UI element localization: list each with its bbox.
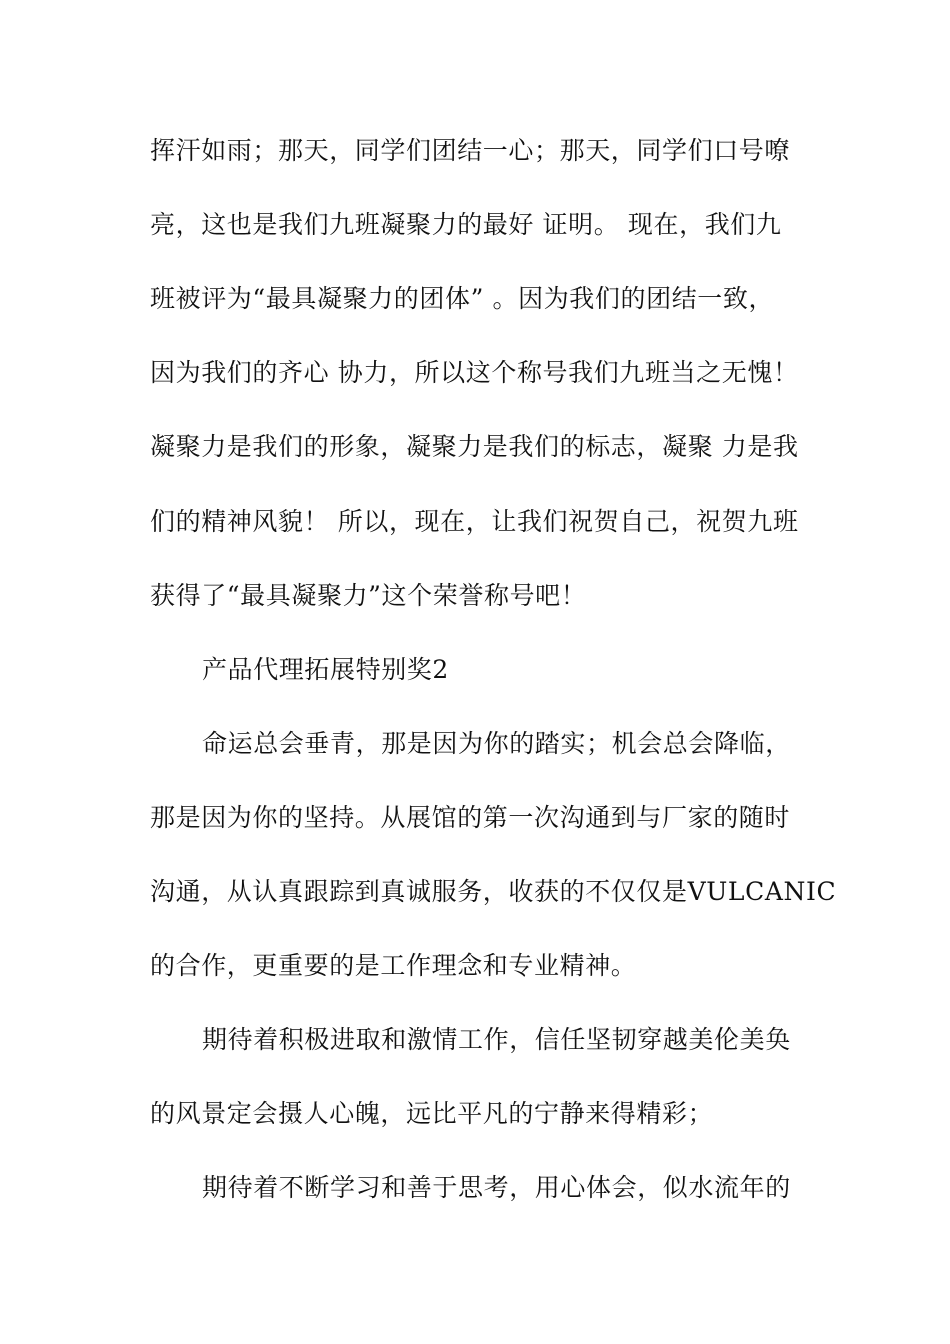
paragraph-line: 的合作，更重要的是工作理念和专业精神。 bbox=[150, 951, 637, 980]
paragraph-line: 因为我们的齐心 协力，所以这个称号我们九班当之无愧！ bbox=[150, 358, 799, 387]
paragraph-line: 期待着积极进取和激情工作，信任坚韧穿越美伦美奂 bbox=[202, 1025, 791, 1054]
paragraph-line: 的风景定会摄人心魄，远比平凡的宁静来得精彩； bbox=[150, 1099, 714, 1128]
paragraph-line: 凝聚力是我们的形象，凝聚力是我们的标志，凝聚 力是我 bbox=[150, 432, 799, 461]
paragraph-line: 亮，这也是我们九班凝聚力的最好 证明。 现在，我们九 bbox=[150, 210, 782, 239]
paragraph-line: 沟通，从认真跟踪到真诚服务，收获的不仅仅是VULCANIC bbox=[150, 877, 837, 906]
section-heading: 产品代理拓展特别奖2 bbox=[202, 655, 449, 684]
paragraph-line: 那是因为你的坚持。从展馆的第一次沟通到与厂家的随时 bbox=[150, 803, 791, 832]
paragraph-line: 班被评为“最具凝聚力的团体” 。因为我们的团结一致， bbox=[150, 284, 775, 313]
paragraph-line: 们的精神风貌！ 所以，现在，让我们祝贺自己，祝贺九班 bbox=[150, 507, 799, 536]
paragraph-line: 获得了“最具凝聚力”这个荣誉称号吧！ bbox=[150, 581, 587, 610]
paragraph-line: 挥汗如雨；那天，同学们团结一心；那天，同学们口号嘹 bbox=[150, 136, 791, 165]
paragraph-line: 期待着不断学习和善于思考，用心体会，似水流年的 bbox=[202, 1173, 791, 1202]
paragraph-line: 命运总会垂青，那是因为你的踏实；机会总会降临， bbox=[202, 729, 791, 758]
